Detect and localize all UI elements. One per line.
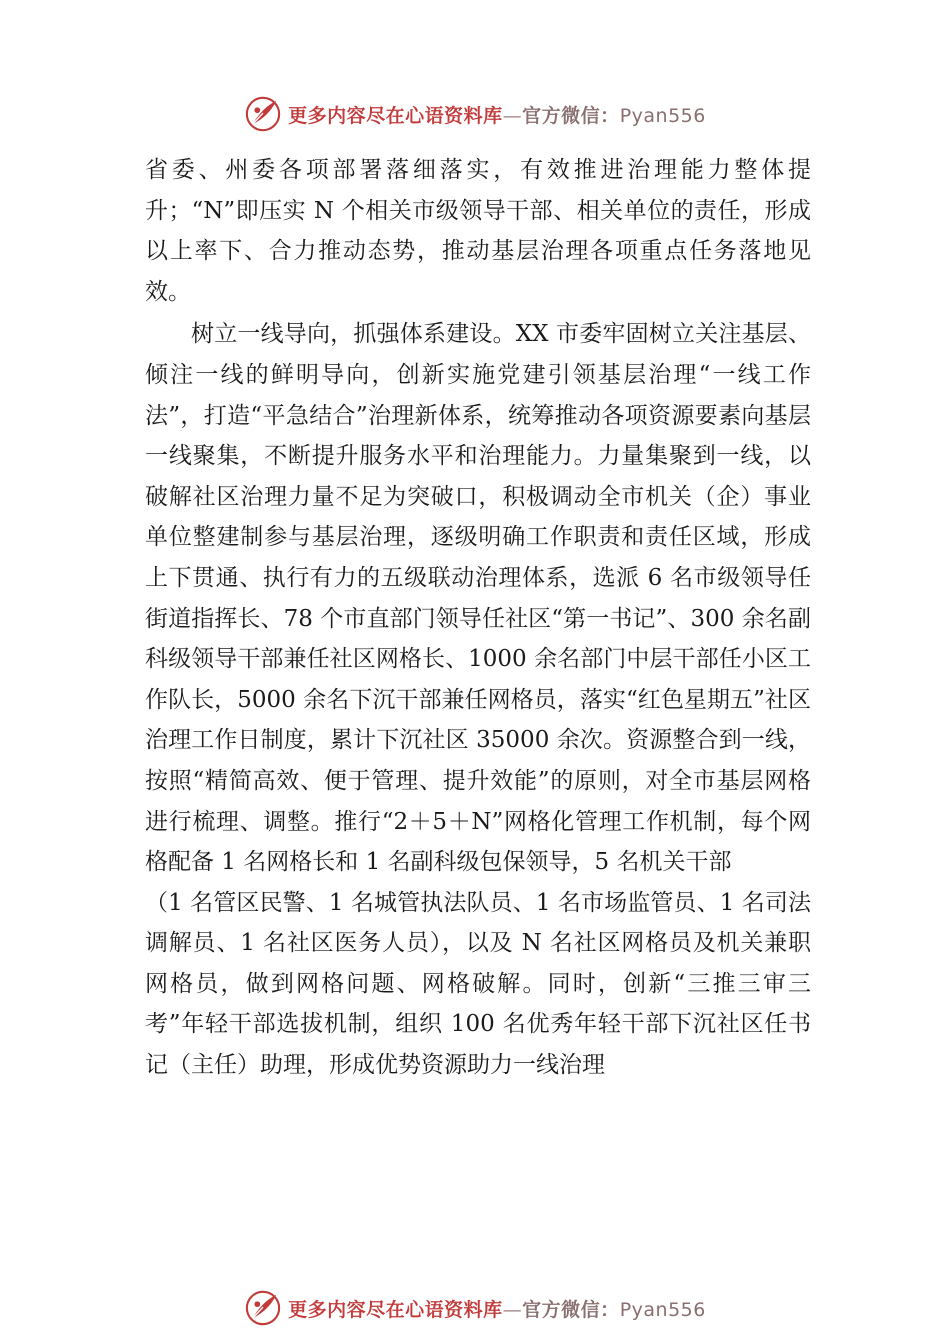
quill-pen-seal-icon — [244, 95, 282, 133]
banner-account: Pyan556 — [619, 1298, 706, 1321]
document-body — [145, 150, 811, 1086]
banner-dash: — — [502, 104, 523, 127]
paragraph-frontline: 树立一线导向，抓强体系建设。XX 市委牢固树立关注基层、倾注一线的鲜明导向，创新实施党建引领基层治理“一线工作法”，打造“平急结合”治理新体系，统筹推动各项资源要素向基层一线聚集，不断提升服务水平和治理能力。力量集聚到一线，以破解社区治理力量不足为突破口，积极调动全市机关（企）事业单位整建制参与基层治理，逐级明确工作职责和责任区域，形成上下贯通、执行有力的五级联动治理体系，选派 6 名市级领导任街道指挥长、78 个市直部门领导任社区“第一书记”、300 余名副科级领导干部兼任社区网格长、1000 余名部门中层干部任小区工作队长，5000 余名下沉干部兼任网格员，落实“红色星期五”社区治理工作日制度，累计下沉社区 35000 余次。资源整合到一线，按照“精简高效、便于管理、提升效能”的原则，对全市基层网格进行梳理、调整。推行“2＋5＋N”网格化管理工作机制，每个网格配备 1 名网格长和 1 名副科级包保领导，5 名机关干部 — [145, 321, 811, 876]
header-banner — [0, 92, 950, 136]
paragraph-continuation: 省委、州委各项部署落细落实，有效推进治理能力整体提升；“N”即压实 N 个相关市级领导干部、相关单位的责任，形成以上率下、合力推动态势，推动基层治理各项重点任务落地见效。 — [145, 157, 811, 305]
banner-text — [288, 1295, 706, 1322]
banner-dash: — — [502, 1298, 523, 1321]
banner-text — [288, 101, 706, 128]
footer-banner — [0, 1286, 950, 1330]
banner-label: 官方微信： — [522, 1298, 620, 1321]
banner-brand: 更多内容尽在心语资料库 — [288, 104, 503, 127]
quill-pen-seal-icon — [244, 1289, 282, 1327]
banner-account: Pyan556 — [619, 104, 706, 127]
banner-label: 官方微信： — [522, 104, 620, 127]
banner-brand: 更多内容尽在心语资料库 — [288, 1298, 503, 1321]
paragraph-grid-details: （1 名管区民警、1 名城管执法队员、1 名市场监管员、1 名司法调解员、1 名社区医务人员），以及 N 名社区网格员及机关兼职网格员，做到网格问题、网格破解。同时，创新“三推三审三考”年轻干部选拔机制，组织 100 名优秀年轻干部下沉社区任书记（主任）助理，形成优势资源助力一线治理 — [145, 889, 811, 1079]
